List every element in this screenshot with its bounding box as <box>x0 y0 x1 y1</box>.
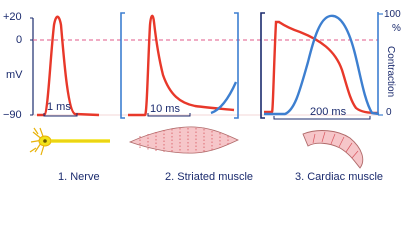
muscle-panel-bracket-left <box>121 13 125 118</box>
striated-time-label: 10 ms <box>150 103 180 115</box>
striated-muscle-illustration <box>130 127 238 153</box>
y-axis-top-label: +20 <box>3 11 22 23</box>
y-axis-unit: mV <box>6 69 23 81</box>
striated-caption: 2. Striated muscle <box>165 171 254 183</box>
y-axis-zero-label: 0 <box>16 34 23 46</box>
muscle-panel-bracket-right <box>234 13 238 118</box>
right-axis-top-label: 100 <box>384 9 401 20</box>
nerve-caption: 1. Nerve <box>58 171 100 183</box>
right-axis-unit: % <box>392 23 401 34</box>
cardiac-caption: 3. Cardiac muscle <box>295 171 384 183</box>
right-axis-title: Contraction <box>385 46 396 98</box>
right-axis-bottom-label: 0 <box>386 107 392 118</box>
cardiac-action-potential <box>264 22 378 113</box>
nerve-cell-illustration <box>30 128 110 155</box>
cardiac-muscle-illustration <box>303 131 363 168</box>
striated-action-potential <box>128 16 234 115</box>
cardiac-contraction <box>264 16 379 114</box>
y-axis-bottom-label: −90 <box>3 109 22 121</box>
nerve-scale-bar <box>44 113 77 116</box>
cardiac-time-label: 200 ms <box>310 106 347 118</box>
cardiac-panel-bracket-left <box>261 13 265 118</box>
nerve-time-label: 1 ms <box>47 101 71 113</box>
